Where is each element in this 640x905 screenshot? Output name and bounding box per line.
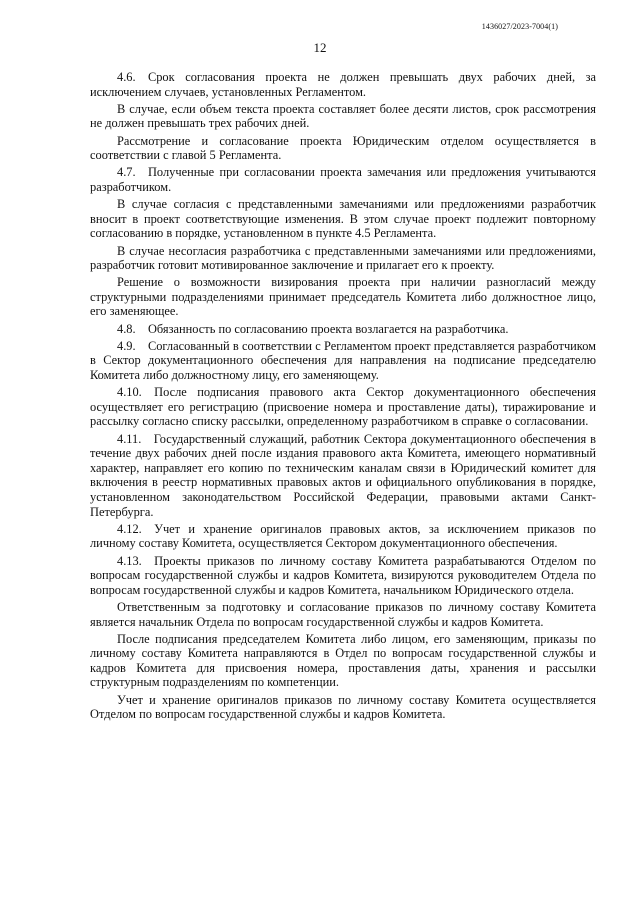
paragraph-text-volume: В случае, если объем текста проекта составляет более десяти листов, срок рассмотрения не должен превышать трех рабочих дней. [90,101,596,131]
paragraph-4-7: 4.7. Полученные при согласовании проекта замечания или предложения учитываются разработчиком. [90,165,596,194]
paragraph-legal-review: Рассмотрение и согласование проекта Юридическим отделом осуществляется в соответствии с главой 5 Регламента. [90,133,596,163]
paragraph-responsible: Ответственным за подготовку и согласование приказов по личному составу Комитета является начальник Отдела по вопросам государственной службы и кадров Комитета. [90,599,596,629]
paragraph-4-9: 4.9. Согласованный в соответствии с Регламентом проект представляется разработчиком в Сектор документационного обеспечения для направления на подписание председателю Комитета либо должностному лицу, его заменяющему. [90,338,596,383]
paragraph-disputes: Решение о возможности визирования проекта при наличии разногласий между структурными подразделениями принимает председатель Комитета либо должностное лицо, его заменяющее. [90,275,596,319]
paragraph-agreement: В случае согласия с представленными замечаниями или предложениями разработчик вносит в проект соответствующие изменения. В этом случае проект подлежит повторному согласованию в порядке, установленном в пункте 4.5 Регламента. [90,197,596,241]
paragraph-4-13: 4.13. Проекты приказов по личному составу Комитета разрабатываются Отделом по вопросам государственной службы и кадров Комитета, визируются руководителем Отдела по вопросам государственной службы и кадров Комитета, начальником Юридического отдела. [90,553,596,597]
paragraph-after-signing: После подписания председателем Комитета либо лицом, его заменяющим, приказы по личному составу Комитета направляются в Отдел по вопросам государственной службы и кадров Комитета для присвоения номера, проставления даты, хранения и рассылки структурным подразделениям по компетенции. [90,631,596,690]
paragraph-4-6: 4.6. Срок согласования проекта не должен превышать двух рабочих дней, за исключением случаев, установленных Регламентом. [90,70,596,99]
paragraph-4-8: 4.8. Обязанность по согласованию проекта возлагается на разработчика. [117,321,509,336]
document-body [90,70,596,724]
paragraph-disagreement: В случае несогласия разработчика с представленными замечаниями или предложениями, разработчик готовит мотивированное заключение и прилагает его к проекту. [90,243,596,273]
page-number: 12 [313,40,327,55]
paragraph-storage: Учет и хранение оригиналов приказов по личному составу Комитета осуществляется Отделом по вопросам государственной службы и кадров Комитета. [90,692,596,722]
document-registration-number: 1436027/2023-7004(1) [481,22,558,31]
paragraph-4-10: 4.10. После подписания правового акта Сектор документационного обеспечения осуществляет его регистрацию (присвоение номера и проставление даты), тиражирование и рассылку согласно списку рассылки, определенному разработчиком в справке о согласовании. [90,385,596,429]
paragraph-4-11: 4.11. Государственный служащий, работник Сектора документационного обеспечения в течение двух рабочих дней после издания правового акта Комитета, имеющего нормативный характер, направляет его копию по техническим каналам связи в Юридический комитет для включения в реестр нормативных правовых актов и официального опубликования в порядке, установленном законодательством Российской Федерации, правовыми актами Санкт-Петербурга. [90,431,596,519]
paragraph-4-12: 4.12. Учет и хранение оригиналов правовых актов, за исключением приказов по личному составу Комитета, осуществляется Сектором документационного обеспечения. [90,521,596,551]
